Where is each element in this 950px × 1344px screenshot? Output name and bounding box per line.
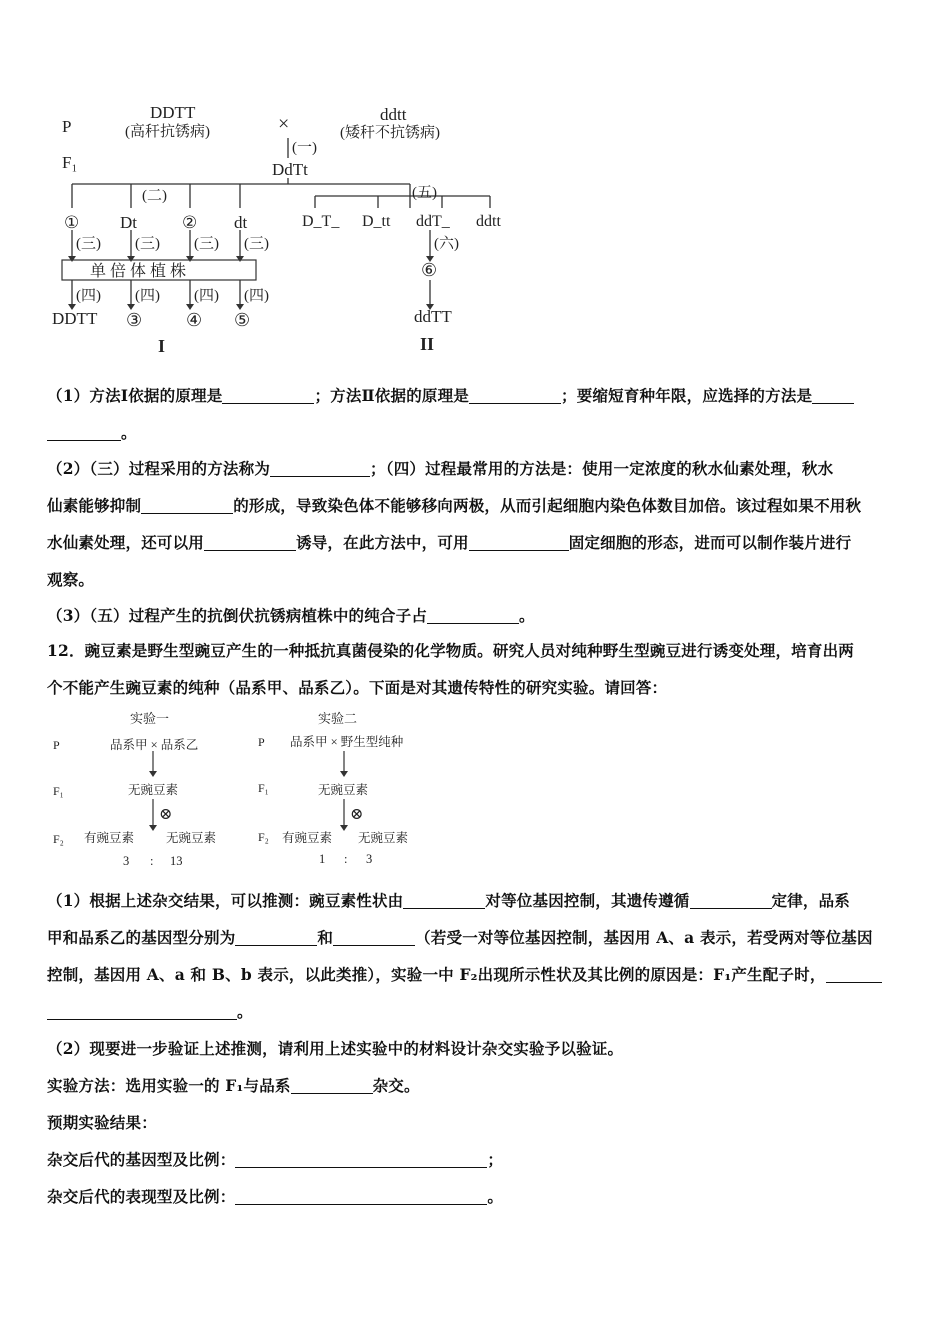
step2-label: (二)	[142, 188, 167, 204]
answer-blank[interactable]	[427, 605, 519, 624]
answer-blank[interactable]	[333, 927, 415, 946]
step4-label: (四)	[76, 288, 101, 304]
step4-label: (四)	[135, 288, 160, 304]
F1-label: F₁	[62, 153, 78, 172]
exp2-selfing-symbol: ⊗	[350, 806, 364, 823]
step4-label: (四)	[244, 288, 269, 304]
haploid-box-label: 单 倍 体 植 株	[90, 263, 187, 280]
q1-part2: （2）（三）过程采用的方法称为 ；（四）过程最常用的方法是：使用一定浓度的秋水仙素处理，秋水 仙素能够抑制 的形成，导致染色体不能够移向两极，从而引起细胞内染色体数目加倍。该过程如果不用秋 水仙素处理，还可以用 诱导，在此方法中，可用 固定细胞的形态，进而可以制作装片进行 观察。	[47, 459, 862, 589]
answer-blank[interactable]	[270, 458, 370, 477]
parent1-genotype: DDTT	[150, 103, 196, 122]
exp1-title: 实验一	[130, 711, 170, 726]
gamete-1: ①	[64, 213, 80, 232]
offspring-I-4: ⑤	[234, 310, 251, 330]
q12-intro: 12．豌豆素是野生型豌豆产生的一种抵抗真菌侵染的化学物质。研究人员对纯种野生型豌豆进行诱变处理，培育出两 个不能产生豌豆素的纯种（品系甲、品系乙）。下面是对其遗传特性的研究实验。请回答：	[47, 641, 854, 697]
gamete-2: ②	[182, 213, 198, 232]
gamete-dt: dt	[234, 213, 248, 232]
answer-blank[interactable]	[47, 422, 121, 441]
exp1-without: 无豌豆素	[166, 831, 217, 845]
answer-blank[interactable]	[235, 1149, 487, 1168]
exp2-F1: F₁	[258, 781, 269, 795]
answer-blank[interactable]	[204, 532, 296, 551]
answer-blank[interactable]	[812, 385, 854, 404]
exp2-ratio-a: 1	[319, 852, 326, 866]
parent1-trait: (高秆抗锈病)	[125, 124, 210, 140]
q12-part1: （1）根据上述杂交结果，可以推测：豌豆素性状由 对等位基因控制，其遗传遵循 定律，品系 甲和品系乙的基因型分别为 和 （若受一对等位基因控制，基因用 A、a 表示，若受两对等位基因 控制，基因用 A、a 和 B、b 表示，以此类推），实验一中 F₂出现所示性状及其比例的原因是：F₁产生配子时， 。	[47, 882, 907, 1030]
exp2-P: P	[258, 735, 265, 749]
answer-blank[interactable]	[690, 890, 772, 909]
exp1-F2: F₂	[53, 832, 64, 846]
label-II: II	[420, 334, 435, 354]
answer-blank[interactable]	[235, 1186, 487, 1205]
exp2-title: 实验二	[318, 711, 358, 726]
offspring-II-1: D_T_	[302, 213, 340, 230]
step6-label: (六)	[434, 236, 459, 252]
circle6: ⑥	[421, 260, 438, 280]
offspring-I-1: DDTT	[52, 309, 98, 328]
cross-symbol: ×	[278, 113, 290, 135]
exp2-cross: 品系甲 × 野生型纯种	[290, 735, 404, 749]
step3-label: (三)	[194, 236, 219, 252]
step4-label: (四)	[194, 288, 219, 304]
exp2-F2: F₂	[258, 830, 269, 844]
answer-blank[interactable]	[291, 1075, 373, 1094]
offspring-II-4: ddtt	[476, 213, 501, 230]
exp2-with: 有豌豆素	[282, 831, 333, 845]
step5-label: (五)	[412, 185, 437, 201]
answer-blank[interactable]	[47, 1001, 237, 1020]
exp1-selfing-symbol: ⊗	[159, 806, 173, 823]
answer-blank[interactable]	[403, 890, 485, 909]
step3-label: (三)	[135, 236, 160, 252]
exp2-without: 无豌豆素	[358, 831, 409, 845]
exp1-cross: 品系甲 × 品系乙	[110, 738, 199, 752]
exp1-F1: F₁	[53, 784, 64, 798]
q1-part1: （1）方法Ⅰ依据的原理是 ；方法Ⅱ依据的原理是 ；要缩短育种年限，应选择的方法是 。	[47, 377, 907, 451]
P-label: P	[62, 117, 72, 136]
answer-blank[interactable]	[826, 964, 882, 983]
offspring-II-2: D_tt	[362, 213, 391, 230]
offspring-II-3: ddT_	[416, 213, 450, 230]
exp1-with: 有豌豆素	[84, 831, 135, 845]
answer-blank[interactable]	[222, 385, 314, 404]
exp1-ratio-a: 3	[123, 854, 130, 868]
answer-blank[interactable]	[469, 385, 561, 404]
breeding-diagram	[50, 100, 530, 360]
answer-blank[interactable]	[235, 927, 317, 946]
step1-label: (一)	[292, 140, 317, 156]
offspring-I-3: ④	[186, 310, 203, 330]
answer-blank[interactable]	[469, 532, 569, 551]
exp2-ratio-sep: :	[344, 852, 348, 866]
answer-blank[interactable]	[141, 495, 233, 514]
exp1-ratio-b: 13	[170, 854, 183, 868]
exp2-F1-phenotype: 无豌豆素	[318, 783, 369, 797]
final-II: ddTT	[414, 307, 452, 326]
q12-part2: （2）现要进一步验证上述推测，请利用上述实验中的材料设计杂交实验予以验证。 实验方法：选用实验一的 F₁与品系 杂交。 预期实验结果： 杂交后代的基因型及比例： ； 杂交后代的表现型及比例： 。	[47, 1039, 624, 1206]
offspring-I-2: ③	[126, 310, 143, 330]
pea-experiments-diagram	[50, 705, 450, 875]
exp1-P: P	[53, 738, 60, 752]
parent2-trait: (矮秆不抗锈病)	[340, 125, 440, 141]
step3-label: (三)	[244, 236, 269, 252]
step3-label: (三)	[76, 236, 101, 252]
exp2-ratio-b: 3	[366, 852, 373, 866]
gamete-Dt: Dt	[120, 213, 137, 232]
q1-part3: （3）（五）过程产生的抗倒伏抗锈病植株中的纯合子占 。	[47, 606, 535, 625]
f1-genotype: DdTt	[272, 160, 308, 179]
label-I: I	[158, 336, 166, 356]
exp1-ratio-sep: :	[150, 854, 154, 868]
exp1-F1-phenotype: 无豌豆素	[128, 783, 179, 797]
parent2-genotype: ddtt	[380, 105, 407, 124]
